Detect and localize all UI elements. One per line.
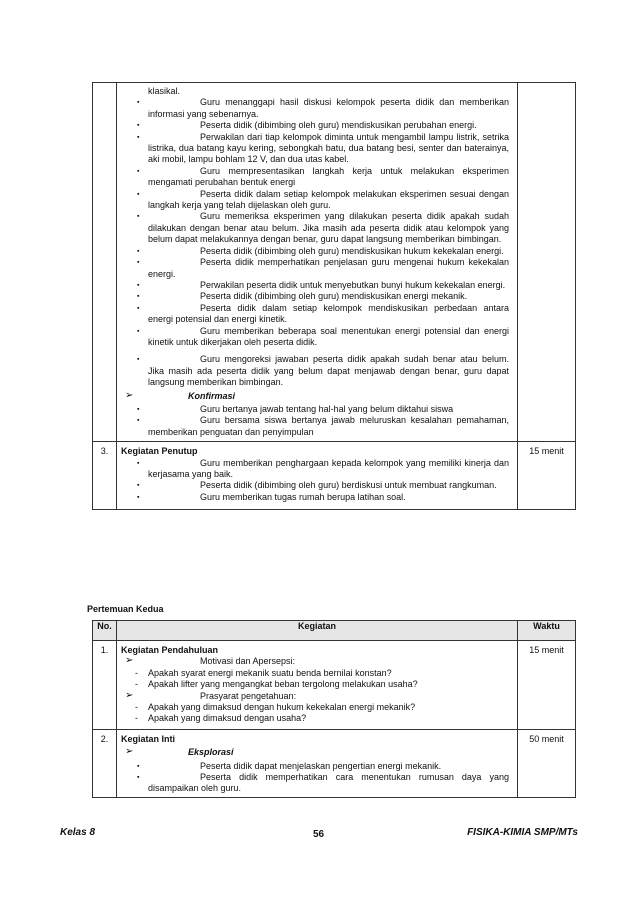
list-item-text: Peserta didik memperhatikan penjelasan guru mengenai hukum kekekalan energi. bbox=[148, 257, 509, 279]
bullet-item bbox=[121, 404, 509, 415]
page-number: 56 bbox=[313, 829, 325, 840]
activity-list bbox=[121, 458, 509, 504]
list-item-text: Eksplorasi bbox=[188, 747, 234, 758]
list-item-text: Peserta didik memperhatikan cara menentukan rumusan daya yang disampaikan oleh guru. bbox=[148, 772, 509, 794]
list-item-text: Guru memberikan beberapa soal menentukan energi potensial dan energi kinetik untuk dikerjakan oleh peserta didik. bbox=[148, 325, 509, 347]
footer-subject: FISIKA-KIMIA SMP/MTs bbox=[467, 827, 578, 838]
list-item-text: Apakah lifter yang mengangkat beban tergolong melakukan usaha? bbox=[148, 679, 418, 690]
dash-bullet-icon: - bbox=[135, 713, 138, 724]
activity-title: Kegiatan Pendahuluan bbox=[121, 645, 219, 655]
square-bullet-icon: ▪ bbox=[137, 493, 140, 501]
dash-bullet-icon: - bbox=[135, 679, 138, 690]
square-bullet-icon: ▪ bbox=[137, 405, 140, 413]
bullet-item bbox=[121, 458, 509, 481]
list-item-text: Guru memberikan penghargaan kepada kelompok yang memiliki kinerja dan kerjasama yang baik. bbox=[148, 457, 509, 479]
table-row bbox=[93, 729, 576, 797]
cell-time: 15 menit bbox=[518, 641, 576, 730]
bullet-item bbox=[121, 415, 509, 438]
list-item-text: Apakah yang dimaksud dengan usaha? bbox=[148, 713, 307, 724]
cell-activity bbox=[117, 641, 518, 730]
square-bullet-icon: ▪ bbox=[137, 122, 140, 130]
cell-no bbox=[93, 83, 117, 442]
list-item-text: Peserta didik (dibimbing oleh guru) berdiskusi untuk membuat rangkuman. bbox=[200, 480, 497, 491]
dash-bullet-icon: - bbox=[135, 702, 138, 713]
activity-list bbox=[121, 86, 509, 438]
square-bullet-icon: ▪ bbox=[137, 190, 140, 198]
square-bullet-icon: ▪ bbox=[137, 247, 140, 255]
question-item bbox=[121, 679, 509, 690]
square-bullet-icon: ▪ bbox=[137, 259, 140, 267]
list-item-text: Motivasi dan Apersepsi: bbox=[200, 656, 296, 667]
list-item-text: Peserta didik (dibimbing oleh guru) mendiskusikan energi mekanik. bbox=[200, 291, 468, 302]
list-item-text: Guru mengoreksi jawaban peserta didik apakah sudah benar atau belum. Jika masih ada peserta didik yang belum dapat menjawab dengan benar, guru dapat langsung memberikan bimbingan. bbox=[148, 354, 509, 388]
footer-class: Kelas 8 bbox=[60, 827, 96, 838]
cell-no: 3. bbox=[93, 442, 117, 510]
list-item-text: Peserta didik dapat menjelaskan pengertian energi mekanik. bbox=[200, 760, 442, 771]
list-item-text: Konfirmasi bbox=[188, 390, 236, 401]
activity-title: Kegiatan Inti bbox=[121, 733, 176, 744]
question-item bbox=[121, 713, 509, 724]
bullet-item bbox=[121, 354, 509, 388]
bullet-item bbox=[121, 761, 509, 772]
square-bullet-icon: ▪ bbox=[137, 482, 140, 490]
bullet-item bbox=[121, 492, 509, 503]
cell-no: 1. bbox=[93, 641, 117, 730]
question-item bbox=[121, 668, 509, 679]
activity-title: Kegiatan Penutup bbox=[121, 446, 198, 457]
list-item-text: Peserta didik (dibimbing oleh guru) mendiskusikan perubahan energi. bbox=[200, 120, 477, 131]
table-row bbox=[93, 83, 576, 442]
list-item-text: Apakah yang dimaksud dengan hukum kekekalan energi mekanik? bbox=[148, 702, 416, 713]
square-bullet-icon: ▪ bbox=[137, 213, 140, 221]
subsection-heading bbox=[121, 691, 509, 702]
activity-table-continued bbox=[92, 82, 576, 510]
bullet-item bbox=[121, 166, 509, 189]
list-item-text: Guru memberikan tugas rumah berupa latihan soal. bbox=[200, 491, 406, 502]
cell-activity bbox=[117, 442, 518, 510]
square-bullet-icon: ▪ bbox=[137, 293, 140, 301]
cell-activity bbox=[117, 83, 518, 442]
cell-time bbox=[518, 83, 576, 442]
cell-activity bbox=[117, 729, 518, 797]
bullet-item bbox=[121, 480, 509, 491]
bullet-item bbox=[121, 97, 509, 120]
continuation-text bbox=[121, 86, 509, 97]
list-item-text: klasikal. bbox=[148, 86, 181, 96]
list-item-text: Guru mempresentasikan langkah kerja untuk melakukan eksperimen mengamati perubahan bentuk energi bbox=[148, 165, 509, 188]
bullet-item bbox=[121, 246, 509, 257]
bullet-item bbox=[121, 211, 509, 245]
activity-list bbox=[121, 747, 509, 795]
list-item-text: Guru bertanya jawab tentang hal-hal yang belum diktahui siswa bbox=[200, 403, 454, 414]
square-bullet-icon: ▪ bbox=[137, 133, 140, 141]
bullet-item bbox=[121, 132, 509, 166]
square-bullet-icon: ▪ bbox=[137, 356, 140, 364]
list-item-text: Perwakilan peserta didik untuk menyebutkan bunyi hukum kekekalan energi. bbox=[200, 279, 506, 290]
bullet-item bbox=[121, 280, 509, 291]
bullet-item bbox=[121, 189, 509, 212]
subsection-heading bbox=[121, 747, 509, 758]
square-bullet-icon: ▪ bbox=[137, 762, 140, 770]
header-waktu: Waktu bbox=[518, 621, 576, 641]
square-bullet-icon: ▪ bbox=[137, 304, 140, 312]
list-item-text: Peserta didik dalam setiap kelompok melakukan eksperimen sesuai dengan langkah kerja yang telah dijelaskan oleh guru. bbox=[148, 188, 509, 211]
list-item-text: Guru menanggapi hasil diskusi kelompok peserta didik dan memberikan informasi yang sebenarnya. bbox=[148, 97, 509, 119]
cell-time: 15 menit bbox=[518, 442, 576, 510]
square-bullet-icon: ▪ bbox=[137, 281, 140, 289]
list-item-text: Peserta didik (dibimbing oleh guru) mendiskusikan hukum kekekalan energi. bbox=[200, 245, 504, 256]
bullet-item bbox=[121, 326, 509, 349]
list-item-text: Perwakilan dari tiap kelompok diminta untuk mengambil lampu listrik, setrika listrika, dua batang kayu kering, sebongkah batu, dua batang besi, senter dan baterainya, aki mobil, lampu bohlam 12 V, dan dua utas kabel. bbox=[148, 131, 509, 165]
square-bullet-icon: ▪ bbox=[137, 99, 140, 107]
square-bullet-icon: ▪ bbox=[137, 417, 140, 425]
subsection-heading bbox=[121, 391, 509, 402]
bullet-item bbox=[121, 257, 509, 280]
arrow-bullet-icon: ➢ bbox=[125, 689, 134, 701]
section-title: Pertemuan Kedua bbox=[87, 604, 164, 614]
cell-no: 2. bbox=[93, 729, 117, 797]
list-item-text: Peserta didik dalam setiap kelompok mendiskusikan perbedaan antara energi potensial dan energi kinetik. bbox=[148, 302, 509, 325]
table-row bbox=[93, 641, 576, 730]
bullet-item bbox=[121, 303, 509, 326]
square-bullet-icon: ▪ bbox=[137, 167, 140, 175]
question-item bbox=[121, 702, 509, 713]
square-bullet-icon: ▪ bbox=[137, 327, 140, 335]
table-header-row bbox=[93, 621, 576, 641]
bullet-item bbox=[121, 291, 509, 302]
bullet-item bbox=[121, 120, 509, 131]
list-item-text: Prasyarat pengetahuan: bbox=[200, 690, 297, 701]
square-bullet-icon: ▪ bbox=[137, 459, 140, 467]
bullet-item bbox=[121, 772, 509, 795]
dash-bullet-icon: - bbox=[135, 667, 138, 678]
table-row bbox=[93, 442, 576, 510]
arrow-bullet-icon: ➢ bbox=[125, 389, 134, 401]
arrow-bullet-icon: ➢ bbox=[125, 746, 134, 758]
cell-time: 50 menit bbox=[518, 729, 576, 797]
square-bullet-icon: ▪ bbox=[137, 774, 140, 782]
header-kegiatan: Kegiatan bbox=[117, 621, 518, 641]
list-item-text: Guru bersama siswa bertanya jawab meluruskan kesalahan pemahaman, memberikan penguatan dan penyimpulan bbox=[148, 415, 509, 437]
header-no: No. bbox=[93, 621, 117, 641]
list-item-text: Apakah syarat energi mekanik suatu benda bernilai konstan? bbox=[148, 667, 392, 678]
list-item-text: Guru memeriksa eksperimen yang dilakukan peserta didik apakah sudah dilakukan dengan benar atau belum. Jika masih ada peserta didik atau kelompok yang belum dapat melakukannya dengan benar, guru dapat langsung memberikan bimbingan. bbox=[148, 211, 509, 245]
subsection-heading bbox=[121, 656, 509, 667]
arrow-bullet-icon: ➢ bbox=[125, 655, 134, 667]
activity-table-meeting-2 bbox=[92, 620, 576, 798]
activity-list bbox=[121, 656, 509, 724]
